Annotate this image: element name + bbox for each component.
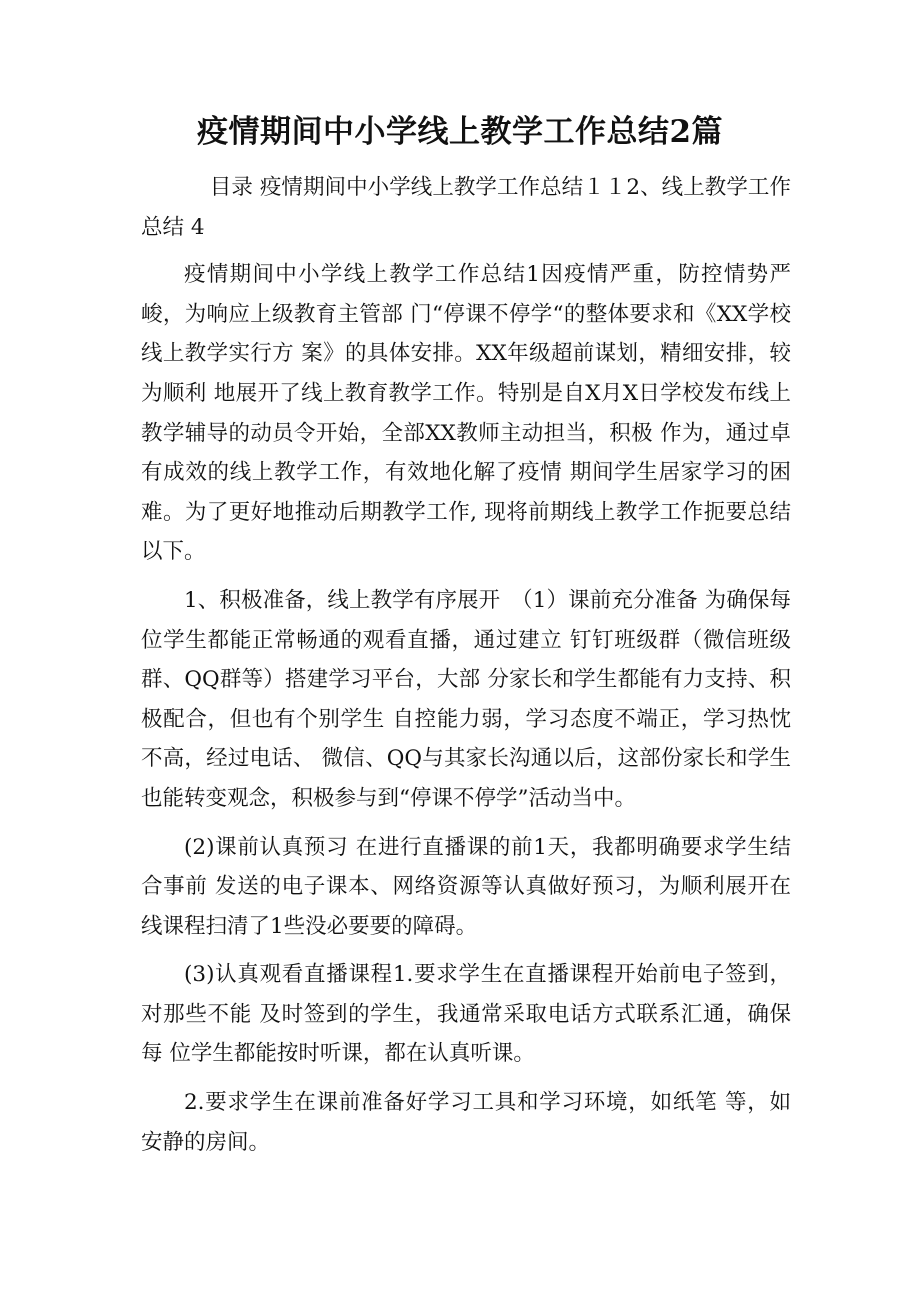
paragraph-preparation: 1、积极准备，线上教学有序展开 （1）课前充分准备 为确保每位学生都能正常畅通的观看直播，通过建立 钉钉班级群（微信班级群、QQ群等）搭建学习平台，大部 分家长和学生都能有力支持、积极配合，但也有个别学生 自控能力弱，学习态度不端正，学习热忱不高，经过电话、 微信、QQ与其家长沟通以后，这部份家长和学生也能转变观念，积极参与到“停课不停学”活动当中。 bbox=[141, 587, 791, 811]
paragraph-study-tools: 2.要求学生在课前准备好学习工具和学习环境，如纸笔 等，如安静的房间。 bbox=[141, 1090, 791, 1155]
paragraph-intro: 疫情期间中小学线上教学工作总结1因疫情严重，防控情势严峻，为响应上级教育主管部 门“停课不停学“的整体要求和《XX学校线上教学实行方 案》的具体安排。XX年级超前谋划，精细安排，较为顺利 地展开了线上教育教学工作。特别是自X月X日学校发布线上教学辅导的动员令开始，全部XX教师主动担当，积极 作为，通过卓有成效的线上教学工作，有效地化解了疫情 期间学生居家学习的困难。为了更好地推动后期教学工作, 现将前期线上教学工作扼要总结以下。 bbox=[141, 262, 791, 565]
paragraph-live-class: (3)认真观看直播课程1.要求学生在直播课程开始前电子签到，对那些不能 及时签到的学生，我通常采取电话方式联系汇通，确保每 位学生都能按时听课，都在认真听课。 bbox=[141, 962, 791, 1067]
paragraph-preview: (2)课前认真预习 在进行直播课的前1天，我都明确要求学生结合事前 发送的电子课本、网络资源等认真做好预习，为顺利展开在线课程扫清了1些没必要要的障碍。 bbox=[141, 834, 791, 939]
table-of-contents: 目录 疫情期间中小学线上教学工作总结１１2、线上教学工作总结 4 bbox=[141, 175, 791, 240]
document-body bbox=[141, 168, 791, 1171]
document-title: 疫情期间中小学线上教学工作总结2篇 bbox=[196, 114, 724, 150]
